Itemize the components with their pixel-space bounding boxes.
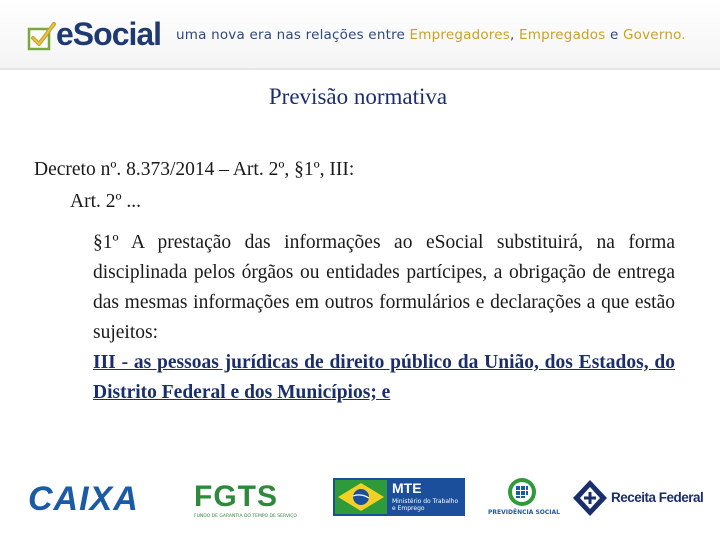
receita-federal-text: Receita Federal [611,490,704,505]
inciso-text: III - as pessoas jurídicas de direito público da União, dos Estados, do Distrito Federal e dos Municípios; e [93,352,675,403]
esocial-logo-text: eSocial [56,16,162,52]
decreto-reference: Decreto nº. 8.373/2014 – Art. 2º, §1º, III: [34,159,355,180]
article-reference: Art. 2º ... [70,191,142,212]
partner-logos [0,474,720,522]
tagline [176,27,686,43]
tagline-prefix: uma nova era nas relações entre [176,27,410,43]
mte-logo-title: MTE [392,480,422,496]
receita-federal-icon [571,478,609,518]
paragraph-text: §1º A prestação das informações ao eSocial substituirá, na forma disciplinada pelos órgãos ou entidades partícipes, a obrigação de entrega das mesmas informações em outros formulários e declarações a que estão sujeitos: [93,232,675,343]
tagline-empregados: Empregados [518,27,606,43]
slide-title: Previsão normativa [268,84,448,109]
tagline-separator-2: e [605,27,623,43]
tagline-empregadores: Empregadores [409,27,510,43]
caixa-logo: CAIXA [28,480,139,518]
fgts-logo: FGTS [194,480,278,513]
esocial-check-icon [26,20,56,52]
mte-logo-subtitle: Ministério do Trabalho e Emprego [392,498,459,512]
previdencia-logo-text: PREVIDÊNCIA SOCIAL [488,509,560,516]
previdencia-logo-icon [502,476,542,508]
paragraph-block [93,228,675,408]
header-divider [0,68,720,70]
fgts-subtitle: FUNDO DE GARANTIA DO TEMPO DE SERVIÇO [194,514,297,519]
tagline-separator-1: , [510,27,519,43]
header-bar [0,0,720,70]
tagline-governo: Governo. [623,27,686,43]
esocial-logo [26,16,162,58]
